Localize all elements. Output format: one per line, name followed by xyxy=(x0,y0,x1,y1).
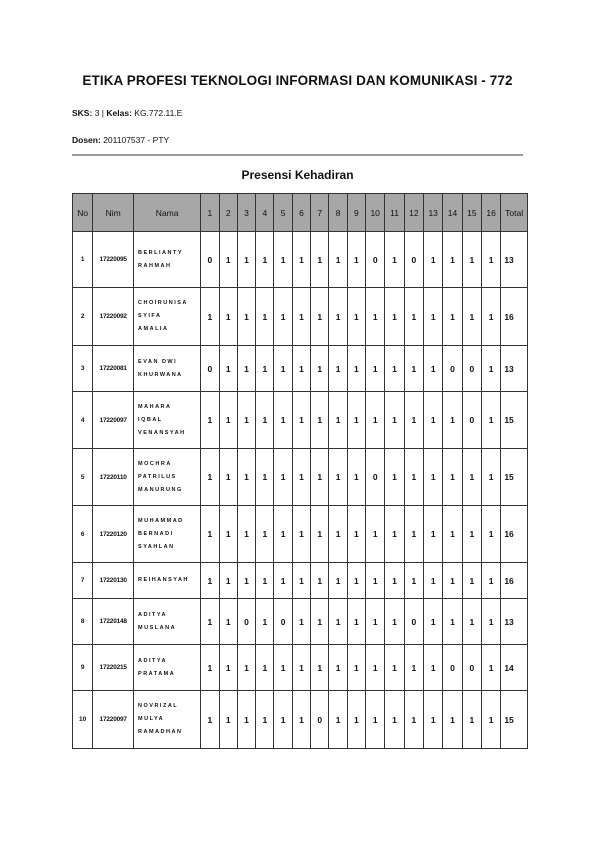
table-row xyxy=(73,346,528,392)
attendance-cell: 1 xyxy=(385,506,404,563)
attendance-cell: 1 xyxy=(482,563,501,599)
total-cell: 13 xyxy=(501,346,528,392)
attendance-cell: 1 xyxy=(385,645,404,691)
student-name-line: SYIFA xyxy=(138,313,162,319)
attendance-cell: 1 xyxy=(443,563,462,599)
student-id: 17220130 xyxy=(93,563,134,599)
attendance-cell: 1 xyxy=(404,346,423,392)
attendance-cell: 1 xyxy=(237,392,255,449)
student-name-line: VENANSYAH xyxy=(138,429,186,436)
column-header: 15 xyxy=(462,194,481,232)
attendance-cell: 1 xyxy=(329,645,347,691)
section-title: Presensi Kehadiran xyxy=(241,168,354,182)
attendance-cell: 0 xyxy=(311,691,329,749)
student-name-line: MANURUNG xyxy=(138,486,183,493)
attendance-cell: 1 xyxy=(424,392,443,449)
table-row xyxy=(73,506,528,563)
student-name xyxy=(134,392,201,449)
total-cell: 13 xyxy=(501,599,528,645)
dosen-label: Dosen: xyxy=(72,135,101,145)
attendance-cell: 1 xyxy=(237,506,255,563)
student-name-line: BERLIANTY xyxy=(138,249,184,256)
student-name-line: BERNADI xyxy=(138,530,174,537)
attendance-cell: 1 xyxy=(219,563,237,599)
attendance-cell: 1 xyxy=(366,599,385,645)
document-title: ETIKA PROFESI TEKNOLOGI INFORMASI DAN KOMUNIKASI - 772 xyxy=(82,73,513,88)
attendance-cell: 1 xyxy=(219,288,237,346)
attendance-cell: 1 xyxy=(385,449,404,506)
student-id: 17220092 xyxy=(93,288,134,346)
attendance-cell: 1 xyxy=(219,506,237,563)
student-id: 17220095 xyxy=(93,232,134,288)
column-header: 11 xyxy=(385,194,404,232)
attendance-cell: 1 xyxy=(424,232,443,288)
attendance-cell: 1 xyxy=(404,645,423,691)
student-name-line: IQBAL xyxy=(138,416,163,423)
attendance-cell: 1 xyxy=(329,346,347,392)
attendance-cell: 1 xyxy=(274,392,292,449)
row-number: 5 xyxy=(73,449,93,506)
column-header: 4 xyxy=(256,194,274,232)
column-header: Nama xyxy=(134,194,201,232)
course-info xyxy=(72,108,182,118)
attendance-cell: 1 xyxy=(482,599,501,645)
attendance-cell: 0 xyxy=(404,599,423,645)
attendance-cell: 1 xyxy=(237,645,255,691)
attendance-cell: 1 xyxy=(404,288,423,346)
attendance-table xyxy=(72,193,528,749)
attendance-cell: 1 xyxy=(219,599,237,645)
student-name xyxy=(134,449,201,506)
table-row xyxy=(73,599,528,645)
attendance-cell: 1 xyxy=(311,449,329,506)
attendance-cell: 1 xyxy=(219,392,237,449)
attendance-cell: 1 xyxy=(256,232,274,288)
attendance-cell: 1 xyxy=(385,563,404,599)
attendance-cell: 1 xyxy=(482,691,501,749)
student-name-line: REIHANSYAH xyxy=(138,577,189,583)
kelas-value: KG.772.11.E xyxy=(134,108,183,118)
attendance-cell: 1 xyxy=(219,346,237,392)
attendance-cell: 1 xyxy=(219,691,237,749)
student-name xyxy=(134,232,201,288)
student-name xyxy=(134,563,201,599)
attendance-cell: 1 xyxy=(256,506,274,563)
attendance-cell: 0 xyxy=(366,232,385,288)
attendance-cell: 1 xyxy=(366,563,385,599)
attendance-cell: 1 xyxy=(347,392,365,449)
total-cell: 13 xyxy=(501,232,528,288)
attendance-cell: 1 xyxy=(201,392,219,449)
attendance-cell: 1 xyxy=(311,563,329,599)
attendance-cell: 1 xyxy=(462,288,481,346)
attendance-cell: 1 xyxy=(443,691,462,749)
table-header-row xyxy=(73,194,528,232)
row-number: 7 xyxy=(73,563,93,599)
attendance-cell: 1 xyxy=(292,392,310,449)
attendance-cell: 1 xyxy=(385,232,404,288)
column-header: 5 xyxy=(274,194,292,232)
attendance-cell: 1 xyxy=(366,392,385,449)
student-name-line: MULYA xyxy=(138,716,165,722)
divider xyxy=(72,154,523,156)
table-row xyxy=(73,392,528,449)
attendance-cell: 1 xyxy=(274,506,292,563)
attendance-cell: 1 xyxy=(482,449,501,506)
attendance-cell: 1 xyxy=(292,449,310,506)
student-name-line: CHOIRUNISA xyxy=(138,300,188,306)
attendance-cell: 0 xyxy=(462,346,481,392)
attendance-cell: 1 xyxy=(347,449,365,506)
row-number: 3 xyxy=(73,346,93,392)
attendance-cell: 1 xyxy=(347,288,365,346)
attendance-cell: 1 xyxy=(292,288,310,346)
student-name xyxy=(134,691,201,749)
column-header: 16 xyxy=(482,194,501,232)
attendance-cell: 1 xyxy=(256,645,274,691)
total-cell: 15 xyxy=(501,449,528,506)
attendance-cell: 1 xyxy=(201,645,219,691)
attendance-cell: 1 xyxy=(329,599,347,645)
attendance-cell: 1 xyxy=(347,506,365,563)
attendance-cell: 1 xyxy=(329,449,347,506)
attendance-cell: 1 xyxy=(347,232,365,288)
student-name xyxy=(134,506,201,563)
attendance-cell: 1 xyxy=(424,691,443,749)
attendance-cell: 1 xyxy=(404,691,423,749)
attendance-cell: 1 xyxy=(311,506,329,563)
student-name-line: ADITYA xyxy=(138,611,168,618)
attendance-cell: 1 xyxy=(201,691,219,749)
table-row xyxy=(73,232,528,288)
kelas-label: Kelas: xyxy=(106,108,132,118)
student-name-line: RAHMAH xyxy=(138,262,172,269)
attendance-cell: 1 xyxy=(256,691,274,749)
column-header: 14 xyxy=(443,194,462,232)
attendance-cell: 1 xyxy=(311,599,329,645)
table-row xyxy=(73,288,528,346)
attendance-cell: 1 xyxy=(424,563,443,599)
attendance-cell: 1 xyxy=(329,232,347,288)
attendance-cell: 1 xyxy=(311,346,329,392)
attendance-cell: 1 xyxy=(237,288,255,346)
attendance-cell: 0 xyxy=(462,392,481,449)
attendance-cell: 1 xyxy=(443,599,462,645)
attendance-cell: 1 xyxy=(482,506,501,563)
attendance-cell: 1 xyxy=(347,346,365,392)
attendance-cell: 1 xyxy=(311,288,329,346)
student-id: 17220120 xyxy=(93,506,134,563)
attendance-cell: 1 xyxy=(311,232,329,288)
table-row xyxy=(73,645,528,691)
student-id: 17220148 xyxy=(93,599,134,645)
attendance-cell: 1 xyxy=(256,599,274,645)
attendance-cell: 1 xyxy=(329,392,347,449)
dosen-value: 201107537 - PTY xyxy=(103,135,170,145)
attendance-cell: 1 xyxy=(482,232,501,288)
attendance-cell: 1 xyxy=(219,645,237,691)
attendance-cell: 0 xyxy=(201,232,219,288)
attendance-cell: 1 xyxy=(329,506,347,563)
attendance-cell: 1 xyxy=(201,449,219,506)
attendance-cell: 1 xyxy=(311,645,329,691)
attendance-cell: 1 xyxy=(274,232,292,288)
attendance-cell: 1 xyxy=(329,563,347,599)
attendance-cell: 1 xyxy=(385,392,404,449)
table-row xyxy=(73,449,528,506)
student-name-line: EVAN DWI xyxy=(138,358,178,365)
column-header: 3 xyxy=(237,194,255,232)
attendance-cell: 1 xyxy=(366,645,385,691)
attendance-cell: 1 xyxy=(404,449,423,506)
attendance-cell: 1 xyxy=(404,506,423,563)
attendance-cell: 1 xyxy=(256,449,274,506)
sks-label: SKS: xyxy=(72,108,93,118)
attendance-cell: 1 xyxy=(443,449,462,506)
attendance-cell: 1 xyxy=(219,449,237,506)
attendance-cell: 1 xyxy=(404,563,423,599)
attendance-cell: 1 xyxy=(256,288,274,346)
attendance-cell: 1 xyxy=(201,288,219,346)
student-name xyxy=(134,346,201,392)
attendance-cell: 1 xyxy=(274,346,292,392)
attendance-cell: 1 xyxy=(462,691,481,749)
attendance-cell: 1 xyxy=(462,449,481,506)
student-id: 17220081 xyxy=(93,346,134,392)
student-name-line: ADITYA xyxy=(138,657,168,664)
attendance-cell: 0 xyxy=(404,232,423,288)
attendance-cell: 1 xyxy=(443,506,462,563)
total-cell: 16 xyxy=(501,288,528,346)
row-number: 10 xyxy=(73,691,93,749)
student-name xyxy=(134,645,201,691)
student-name-line: MUSLANA xyxy=(138,624,177,631)
student-name-line: AMALIA xyxy=(138,326,169,332)
attendance-cell: 1 xyxy=(385,288,404,346)
column-header: 7 xyxy=(311,194,329,232)
attendance-cell: 1 xyxy=(201,599,219,645)
attendance-cell: 1 xyxy=(347,645,365,691)
student-id: 17220097 xyxy=(93,691,134,749)
column-header: 2 xyxy=(219,194,237,232)
student-name-line: MOCHRA xyxy=(138,460,172,467)
attendance-cell: 1 xyxy=(462,506,481,563)
attendance-cell: 1 xyxy=(366,506,385,563)
attendance-cell: 1 xyxy=(329,288,347,346)
student-id: 17220097 xyxy=(93,392,134,449)
attendance-cell: 1 xyxy=(256,392,274,449)
row-number: 2 xyxy=(73,288,93,346)
attendance-cell: 1 xyxy=(443,392,462,449)
student-id: 17220110 xyxy=(93,449,134,506)
attendance-cell: 0 xyxy=(366,449,385,506)
student-id: 17220215 xyxy=(93,645,134,691)
total-cell: 16 xyxy=(501,506,528,563)
student-name xyxy=(134,288,201,346)
attendance-cell: 1 xyxy=(482,645,501,691)
attendance-cell: 1 xyxy=(274,288,292,346)
table-row xyxy=(73,691,528,749)
attendance-cell: 0 xyxy=(237,599,255,645)
student-name-line: PRATAMA xyxy=(138,670,176,677)
attendance-cell: 1 xyxy=(237,346,255,392)
row-number: 4 xyxy=(73,392,93,449)
attendance-cell: 1 xyxy=(292,506,310,563)
student-name-line: MUHAMMAD xyxy=(138,517,184,524)
column-header: 8 xyxy=(329,194,347,232)
attendance-cell: 1 xyxy=(385,599,404,645)
attendance-cell: 1 xyxy=(424,449,443,506)
attendance-cell: 1 xyxy=(366,691,385,749)
sks-value: 3 xyxy=(94,108,100,118)
attendance-cell: 1 xyxy=(385,346,404,392)
attendance-cell: 1 xyxy=(237,563,255,599)
row-number: 8 xyxy=(73,599,93,645)
attendance-cell: 1 xyxy=(482,346,501,392)
attendance-cell: 1 xyxy=(311,392,329,449)
attendance-cell: 0 xyxy=(443,645,462,691)
attendance-cell: 1 xyxy=(237,232,255,288)
table-row xyxy=(73,563,528,599)
attendance-cell: 1 xyxy=(424,599,443,645)
attendance-cell: 1 xyxy=(482,288,501,346)
row-number: 9 xyxy=(73,645,93,691)
column-header: Total xyxy=(501,194,528,232)
attendance-cell: 1 xyxy=(292,346,310,392)
attendance-cell: 1 xyxy=(366,288,385,346)
attendance-cell: 0 xyxy=(201,346,219,392)
student-name-line: PATRILUS xyxy=(138,473,177,480)
total-cell: 15 xyxy=(501,392,528,449)
attendance-cell: 1 xyxy=(443,232,462,288)
student-name-line: NOVRIZAL xyxy=(138,703,179,709)
attendance-cell: 1 xyxy=(201,506,219,563)
attendance-cell: 1 xyxy=(274,645,292,691)
attendance-cell: 1 xyxy=(366,346,385,392)
attendance-cell: 1 xyxy=(292,599,310,645)
student-name-line: RAMADHAN xyxy=(138,729,183,735)
attendance-cell: 1 xyxy=(274,691,292,749)
row-number: 6 xyxy=(73,506,93,563)
total-cell: 14 xyxy=(501,645,528,691)
attendance-cell: 1 xyxy=(482,392,501,449)
attendance-cell: 0 xyxy=(274,599,292,645)
student-name xyxy=(134,599,201,645)
column-header: 6 xyxy=(292,194,310,232)
attendance-cell: 1 xyxy=(347,563,365,599)
attendance-cell: 1 xyxy=(237,691,255,749)
attendance-cell: 1 xyxy=(292,645,310,691)
attendance-cell: 1 xyxy=(292,563,310,599)
attendance-cell: 1 xyxy=(424,645,443,691)
total-cell: 15 xyxy=(501,691,528,749)
attendance-cell: 1 xyxy=(347,691,365,749)
total-cell: 16 xyxy=(501,563,528,599)
attendance-cell: 1 xyxy=(424,506,443,563)
attendance-cell: 1 xyxy=(462,232,481,288)
attendance-cell: 0 xyxy=(443,346,462,392)
attendance-cell: 1 xyxy=(237,449,255,506)
attendance-cell: 1 xyxy=(274,449,292,506)
attendance-cell: 1 xyxy=(292,232,310,288)
column-header: No xyxy=(73,194,93,232)
column-header: 10 xyxy=(366,194,385,232)
attendance-cell: 1 xyxy=(347,599,365,645)
attendance-cell: 1 xyxy=(424,346,443,392)
attendance-cell: 1 xyxy=(219,232,237,288)
column-header: 9 xyxy=(347,194,365,232)
separator: | xyxy=(101,108,105,118)
attendance-cell: 1 xyxy=(256,346,274,392)
attendance-cell: 1 xyxy=(424,288,443,346)
attendance-cell: 1 xyxy=(404,392,423,449)
attendance-cell: 1 xyxy=(443,288,462,346)
student-name-line: SYAHLAN xyxy=(138,543,175,550)
attendance-cell: 0 xyxy=(462,645,481,691)
attendance-cell: 1 xyxy=(462,599,481,645)
column-header: 12 xyxy=(404,194,423,232)
attendance-cell: 1 xyxy=(201,563,219,599)
student-name-line: KHURWANA xyxy=(138,371,183,378)
column-header: 1 xyxy=(201,194,219,232)
attendance-cell: 1 xyxy=(256,563,274,599)
row-number: 1 xyxy=(73,232,93,288)
attendance-cell: 1 xyxy=(274,563,292,599)
attendance-cell: 1 xyxy=(329,691,347,749)
attendance-cell: 1 xyxy=(292,691,310,749)
attendance-cell: 1 xyxy=(385,691,404,749)
attendance-cell: 1 xyxy=(462,563,481,599)
lecturer-info xyxy=(72,135,169,145)
student-name-line: MAHARA xyxy=(138,403,172,410)
column-header: 13 xyxy=(424,194,443,232)
column-header: Nim xyxy=(93,194,134,232)
